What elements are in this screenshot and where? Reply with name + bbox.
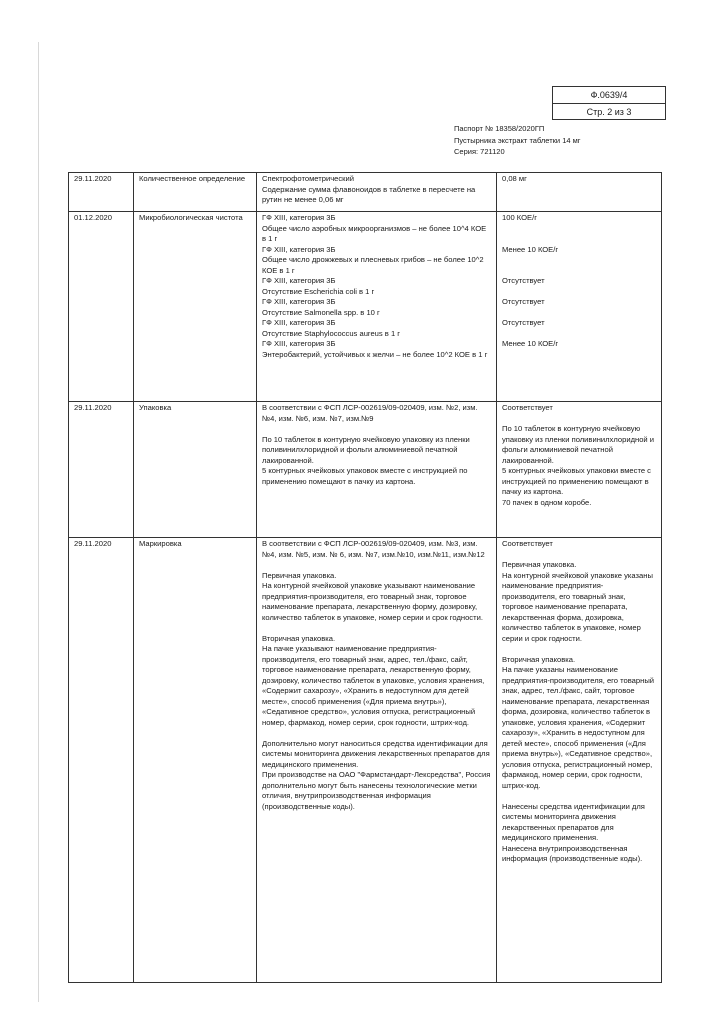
test-requirement: Спектрофотометрический Содержание сумма флавоноидов в таблетке в пересчете на рутин не менее 0,06 мг (257, 173, 497, 212)
table-row (69, 173, 662, 212)
test-result: Соответствует По 10 таблеток в контурную ячейковую упаковку из пленки поливинилхлоридной и фольги алюминиевой печатной лакированной. 5 контурных ячейковых упаковки вместе с инструкцией по применению помещают в пачку из картона. 70 пачек в одном коробе. (497, 402, 662, 538)
test-result: Соответствует Первичная упаковка. На контурной ячейковой упаковке указаны наименование предприятия-производителя, его товарный знак, торговое наименование препарата, лекарственная форма, дозировка, количество таблеток в упаковке, номер серии и срок годности. Вторичная упаковка. На пачке указаны наименование предприятия-производителя, его товарный знак, адрес, тел./факс, сайт, торговое наименование препарата, лекарственная форма, дозировка, количество таблеток в упаковке, условия хранения, «Содержит сахарозу», «Хранить в недоступном для детей месте», способ применения («Для приема внутрь»), «Седативное средство», условия отпуска, регистрационный номер, фармакод, номер серии, срок годности, штрих-код. Нанесены средства идентификации для системы мониторинга движения лекарственных препаратов для медицинского применения. Нанесена внутрипроизводственная информация (производственные коды). (497, 538, 662, 983)
series-number: Серия: 721120 (454, 147, 505, 156)
table-row (69, 402, 662, 538)
test-date: 29.11.2020 (69, 538, 134, 983)
test-requirement: ГФ XIII, категория 3Б Общее число аэробных микроорганизмов – не более 10^4 КОЕ в 1 г ГФ XIII, категория 3Б Общее число дрожжевых и плесневых грибов – не более 10^2 КОЕ в 1 г ГФ XIII, категория 3Б Отсутствие Escherichia coli в 1 г ГФ XIII, категория 3Б Отсутствие Salmonella spp. в 10 г ГФ XIII, категория 3Б Отсутствие Staphylococcus aureus в 1 г ГФ XIII, категория 3Б Энтеробактерий, устойчивых к желчи – не более 10^2 КОЕ в 1 г (257, 212, 497, 402)
form-code-box (552, 86, 666, 120)
test-requirement: В соответствии с ФСП ЛСР-002619/09-020409, изм. №3, изм. №4, изм. №5, изм. № 6, изм. №7, изм.№10, изм.№11, изм.№12 Первичная упаковка. На контурной ячейковой упаковке указывают наименование предприятия-производителя, его товарный знак, торговое наименование препарата, лекарственную форму, дозировку, количество таблеток в упаковке, номер серии и срок годности. Вторичная упаковка. На пачке указывают наименование предприятия-производителя, его товарный знак, адрес, тел./факс, сайт, торговое наименование препарата, лекарственную форму, дозировку, количество таблеток в упаковке, условия хранения, «Содержит сахарозу», «Хранить в недоступном для детей месте», способ применения («Для приема внутрь»), «Седативное средство», условия отпуска, регистрационный номер, фармакод, номер серии, срок годности, штрих-код. Дополнительно могут наноситься средства идентификации для системы мониторинга движения лекарственных препаратов для медицинского применения. При производстве на ОАО "Фармстандарт-Лексредства", Россия дополнительно могут быть нанесены технологические метки отличия, внутрипроизводственная информация (производственные коды). (257, 538, 497, 983)
test-result: 100 КОЕ/г Менее 10 КОЕ/г Отсутствует Отсутствует Отсутствует Менее 10 КОЕ/г (497, 212, 662, 402)
test-result: 0,08 мг (497, 173, 662, 212)
test-requirement: В соответствии с ФСП ЛСР-002619/09-020409, изм. №2, изм. №4, изм. №6, изм. №7, изм.№9 По 10 таблеток в контурную ячейковую упаковку из пленки поливинилхлоридной и фольги алюминиевой печатной лакированной. 5 контурных ячейковых упаковок вместе с инструкцией по применению помещают в пачку из картона. (257, 402, 497, 538)
passport-number: Паспорт № 18358/2020ГП (454, 124, 545, 133)
test-date: 01.12.2020 (69, 212, 134, 402)
page-number: Стр. 2 из 3 (553, 103, 665, 119)
test-results-table (68, 172, 662, 983)
product-name: Пустырника экстракт таблетки 14 мг (454, 135, 581, 145)
test-parameter: Количественное определение (134, 173, 257, 212)
table-row (69, 538, 662, 983)
scan-margin-line (38, 42, 39, 1002)
test-date: 29.11.2020 (69, 173, 134, 212)
test-date: 29.11.2020 (69, 402, 134, 538)
test-parameter: Микробиологическая чистота (134, 212, 257, 402)
table-row (69, 212, 662, 402)
form-code: Ф.0639/4 (590, 90, 628, 100)
document-info (454, 123, 581, 158)
test-parameter: Маркировка (134, 538, 257, 983)
test-parameter: Упаковка (134, 402, 257, 538)
